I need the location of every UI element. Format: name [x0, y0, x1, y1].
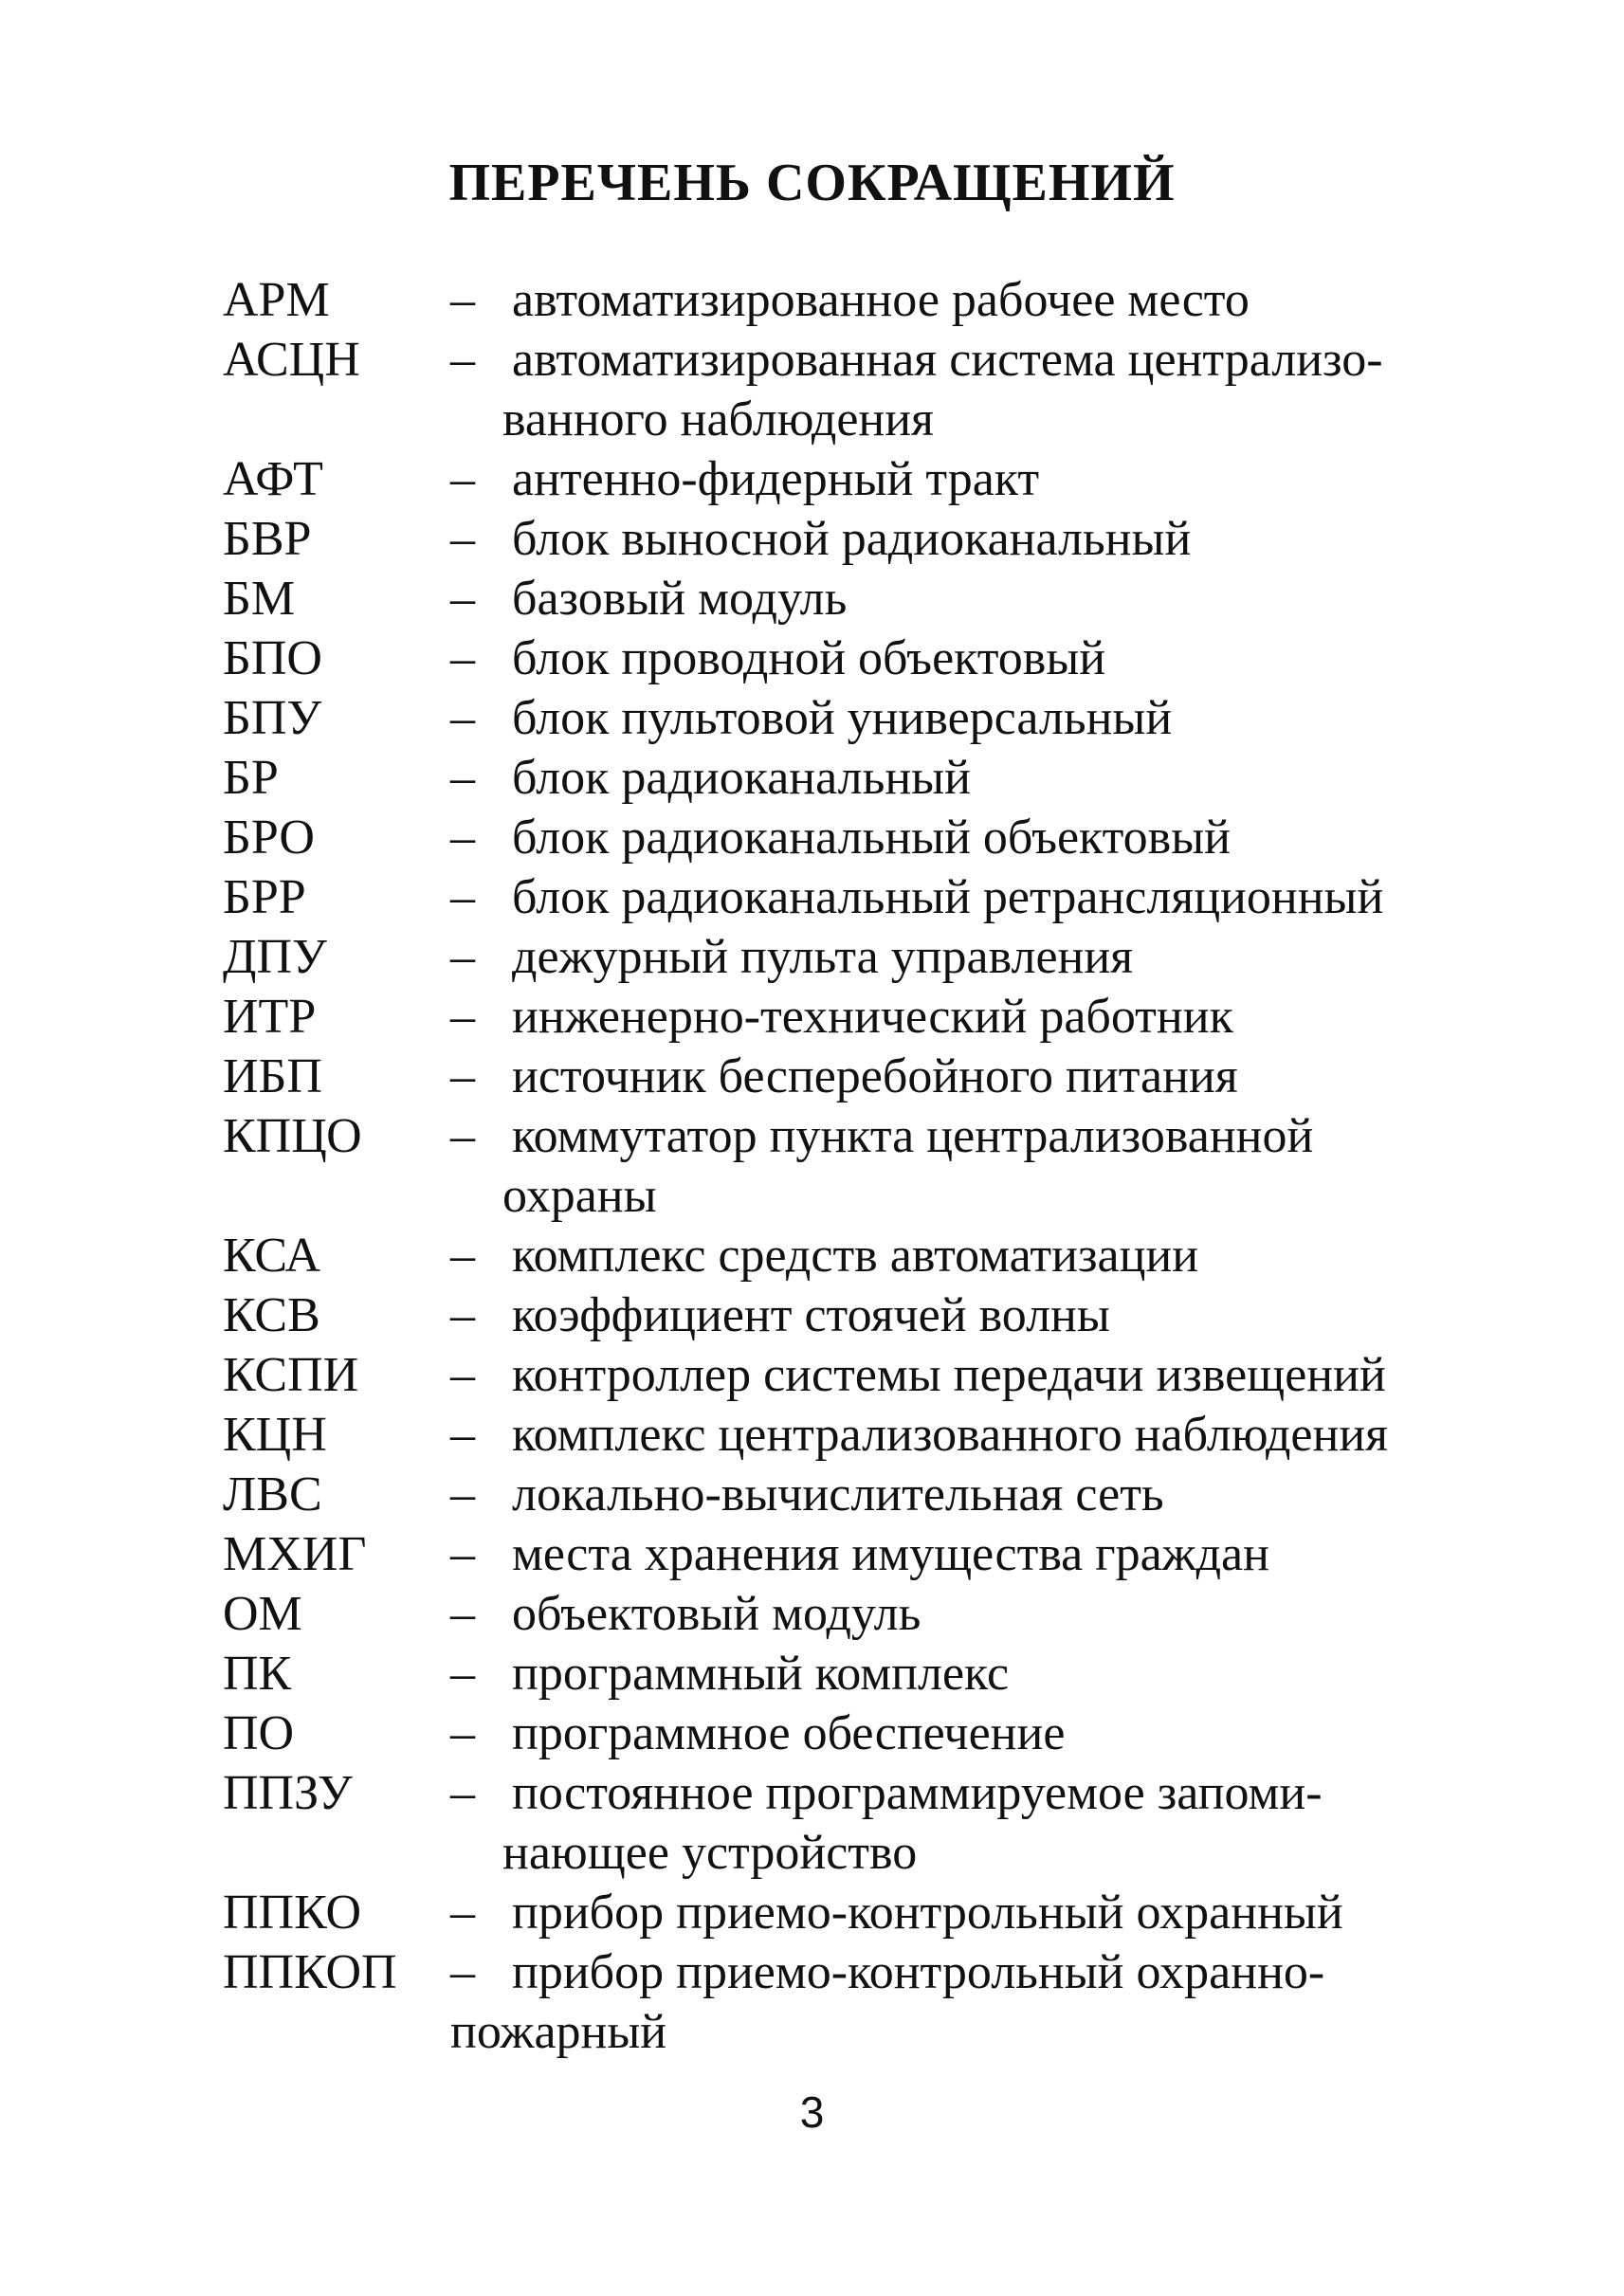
abbreviation-term: ИТР [223, 990, 317, 1044]
abbreviation-definition: инженерно-технический работник [512, 990, 1233, 1044]
page-title: ПЕРЕЧЕНЬ СОКРАЩЕНИЙ [448, 154, 1176, 212]
abbreviation-term: АРМ [223, 273, 330, 327]
abbreviation-term: КСПИ [223, 1348, 359, 1402]
abbreviation-entry [223, 1584, 1455, 1644]
abbreviation-entry [223, 1465, 1455, 1524]
abbreviation-definition: блок выносной радиоканальный [512, 512, 1192, 566]
dash-separator: – [450, 1288, 475, 1342]
dash-separator: – [450, 512, 475, 566]
dash-separator: – [450, 751, 475, 805]
abbreviation-entry [223, 569, 1455, 629]
abbreviation-term: КПЦО [223, 1109, 362, 1163]
abbreviation-term: АСЦН [223, 333, 360, 387]
dash-separator: – [450, 1408, 475, 1462]
abbreviation-definition: блок радиоканальный объектовый [512, 811, 1231, 865]
abbreviation-entry [223, 987, 1455, 1047]
dash-separator: – [450, 1527, 475, 1581]
abbreviation-definition: программное обеспечение [512, 1706, 1066, 1760]
abbreviation-definition: дежурный пульта управления [512, 930, 1134, 984]
abbreviation-entry [223, 1524, 1455, 1584]
dash-separator: – [450, 1049, 475, 1103]
abbreviation-definition: коэффициент стоячей волны [512, 1288, 1110, 1342]
abbreviation-entry [223, 1763, 1455, 1883]
abbreviation-term: КСВ [223, 1288, 320, 1342]
dash-separator: – [450, 1109, 475, 1163]
abbreviation-entry [223, 1883, 1455, 1942]
abbreviation-entry [223, 927, 1455, 987]
abbreviation-definition: антенно-фидерный тракт [512, 452, 1040, 506]
abbreviation-definition: блок проводной объектовый [512, 631, 1106, 685]
abbreviation-entry [223, 1226, 1455, 1285]
abbreviation-definition: прибор приемо-контрольный охранный [512, 1886, 1343, 1940]
dash-separator: – [450, 1766, 475, 1820]
abbreviation-term: БПУ [223, 691, 322, 745]
abbreviation-definition: коммутатор пункта централизованной [512, 1109, 1314, 1163]
page-number: 3 [799, 2087, 825, 2137]
dash-separator: – [450, 930, 475, 984]
abbreviation-term: БР [223, 751, 279, 805]
abbreviation-entry [223, 330, 1455, 449]
abbreviation-definition: блок радиоканальный ретрансляционный [512, 870, 1384, 924]
dash-separator: – [450, 990, 475, 1044]
abbreviation-definition: автоматизированная система централизо- [512, 333, 1383, 387]
abbreviation-entry [223, 1704, 1455, 1763]
dash-separator: – [450, 452, 475, 506]
abbreviation-entry [223, 1644, 1455, 1704]
abbreviation-definition: базовый модуль [512, 572, 848, 626]
dash-separator: – [450, 1945, 475, 1999]
abbreviation-definition-continuation: охраны [502, 1169, 657, 1223]
abbreviation-definition: постоянное программируемое запоми- [512, 1766, 1323, 1820]
abbreviation-definition: места хранения имущества граждан [512, 1527, 1269, 1581]
abbreviation-term: КСА [223, 1229, 321, 1283]
abbreviation-term: ДПУ [223, 930, 327, 984]
abbreviation-definition-continuation: ванного наблюдения [502, 392, 934, 446]
abbreviation-term: ППКОП [223, 1945, 397, 1999]
abbreviation-term: ПО [223, 1706, 295, 1760]
abbreviation-term: МХИГ [223, 1527, 367, 1581]
abbreviation-definition-continuation: нающее устройство [502, 1826, 918, 1880]
dash-separator: – [450, 1886, 475, 1940]
abbreviation-list [223, 270, 1455, 2062]
abbreviation-entry [223, 1285, 1455, 1345]
abbreviation-term: БРР [223, 870, 306, 924]
abbreviation-entry [223, 270, 1455, 330]
abbreviation-term: БМ [223, 572, 296, 626]
dash-separator: – [450, 1587, 475, 1641]
abbreviation-entry [223, 449, 1455, 509]
abbreviation-entry [223, 1942, 1455, 2062]
abbreviation-term: ИБП [223, 1049, 322, 1103]
abbreviation-term: ЛВС [223, 1467, 322, 1522]
abbreviation-entry [223, 688, 1455, 748]
dash-separator: – [450, 273, 475, 327]
dash-separator: – [450, 1348, 475, 1402]
dash-separator: – [450, 1706, 475, 1760]
abbreviation-term: АФТ [223, 452, 323, 506]
dash-separator: – [450, 333, 475, 387]
abbreviation-definition-continuation: пожарный [450, 2005, 667, 2059]
abbreviation-term: БПО [223, 631, 322, 685]
dash-separator: – [450, 1467, 475, 1522]
dash-separator: – [450, 572, 475, 626]
abbreviation-definition: программный комплекс [512, 1647, 1010, 1701]
abbreviation-definition: комплекс централизованного наблюдения [512, 1408, 1389, 1462]
abbreviation-entry [223, 808, 1455, 867]
dash-separator: – [450, 811, 475, 865]
dash-separator: – [450, 870, 475, 924]
abbreviation-entry [223, 867, 1455, 927]
abbreviation-definition: источник бесперебойного питания [512, 1049, 1238, 1103]
abbreviation-definition: локально-вычислительная сеть [512, 1467, 1164, 1522]
abbreviation-term: ПК [223, 1647, 292, 1701]
abbreviation-definition: контроллер системы передачи извещений [512, 1348, 1386, 1402]
abbreviation-entry [223, 1047, 1455, 1106]
abbreviation-definition: автоматизированное рабочее место [512, 273, 1250, 327]
dash-separator: – [450, 691, 475, 745]
abbreviation-definition: прибор приемо-контрольный охранно- [512, 1945, 1325, 1999]
abbreviation-term: ППКО [223, 1886, 362, 1940]
dash-separator: – [450, 631, 475, 685]
abbreviation-term: КЦН [223, 1408, 327, 1462]
abbreviation-entry [223, 1106, 1455, 1226]
abbreviation-entry [223, 509, 1455, 569]
abbreviation-term: ППЗУ [223, 1766, 353, 1820]
abbreviation-entry [223, 748, 1455, 808]
abbreviation-term: ОМ [223, 1587, 302, 1641]
abbreviation-term: БВР [223, 512, 312, 566]
abbreviation-entry [223, 629, 1455, 688]
abbreviation-definition: объектовый модуль [512, 1587, 921, 1641]
dash-separator: – [450, 1647, 475, 1701]
abbreviation-definition: блок радиоканальный [512, 751, 971, 805]
abbreviation-term: БРО [223, 811, 315, 865]
dash-separator: – [450, 1229, 475, 1283]
abbreviation-definition: блок пультовой универсальный [512, 691, 1173, 745]
abbreviation-entry [223, 1405, 1455, 1465]
abbreviation-entry [223, 1345, 1455, 1405]
abbreviation-definition: комплекс средств автоматизации [512, 1229, 1199, 1283]
